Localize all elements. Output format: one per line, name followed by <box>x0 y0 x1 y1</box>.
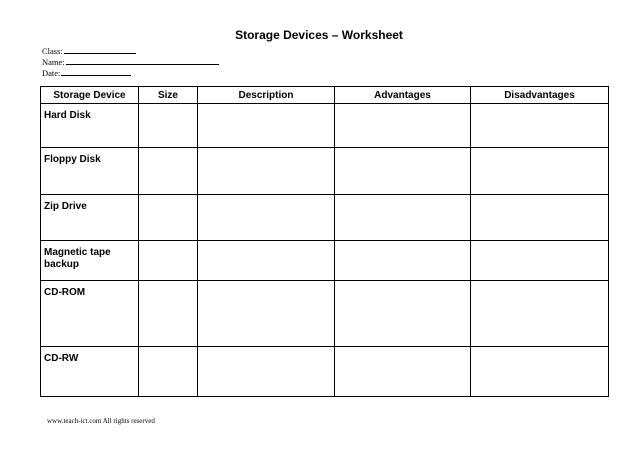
disadvantages-cell[interactable] <box>471 104 609 148</box>
table-header-row <box>41 87 609 104</box>
worksheet-table <box>40 86 609 397</box>
advantages-cell[interactable] <box>335 241 471 281</box>
device-cell: Floppy Disk <box>41 148 139 195</box>
column-header-description: Description <box>198 87 335 104</box>
column-header-advantages: Advantages <box>335 87 471 104</box>
date-label: Date: <box>42 68 61 78</box>
column-header-disadvantages: Disadvantages <box>471 87 609 104</box>
column-header-size: Size <box>139 87 198 104</box>
column-header-storage-device: Storage Device <box>41 87 139 104</box>
table-row <box>41 148 609 195</box>
class-blank-line[interactable] <box>64 46 136 54</box>
size-cell[interactable] <box>139 281 198 347</box>
description-cell[interactable] <box>198 281 335 347</box>
advantages-cell[interactable] <box>335 281 471 347</box>
device-cell: CD-RW <box>41 347 139 397</box>
disadvantages-cell[interactable] <box>471 148 609 195</box>
device-cell: Hard Disk <box>41 104 139 148</box>
name-field[interactable] <box>42 57 219 68</box>
student-info-fields <box>42 46 219 79</box>
device-cell: CD-ROM <box>41 281 139 347</box>
size-cell[interactable] <box>139 195 198 241</box>
device-cell: Zip Drive <box>41 195 139 241</box>
table-row <box>41 104 609 148</box>
disadvantages-cell[interactable] <box>471 281 609 347</box>
copyright-footer: www.teach-ict.com All rights reserved <box>47 417 155 425</box>
description-cell[interactable] <box>198 195 335 241</box>
disadvantages-cell[interactable] <box>471 241 609 281</box>
class-label: Class: <box>42 46 63 56</box>
date-blank-line[interactable] <box>61 68 131 76</box>
name-label: Name: <box>42 57 65 67</box>
advantages-cell[interactable] <box>335 148 471 195</box>
description-cell[interactable] <box>198 148 335 195</box>
device-cell: Magnetic tape backup <box>41 241 139 281</box>
table-row <box>41 281 609 347</box>
description-cell[interactable] <box>198 347 335 397</box>
disadvantages-cell[interactable] <box>471 195 609 241</box>
size-cell[interactable] <box>139 104 198 148</box>
table-row <box>41 241 609 281</box>
size-cell[interactable] <box>139 241 198 281</box>
advantages-cell[interactable] <box>335 347 471 397</box>
table-row <box>41 347 609 397</box>
size-cell[interactable] <box>139 347 198 397</box>
description-cell[interactable] <box>198 241 335 281</box>
advantages-cell[interactable] <box>335 104 471 148</box>
date-field[interactable] <box>42 68 219 79</box>
size-cell[interactable] <box>139 148 198 195</box>
table-row <box>41 195 609 241</box>
disadvantages-cell[interactable] <box>471 347 609 397</box>
description-cell[interactable] <box>198 104 335 148</box>
class-field[interactable] <box>42 46 219 57</box>
page-title: Storage Devices – Worksheet <box>235 28 403 42</box>
advantages-cell[interactable] <box>335 195 471 241</box>
name-blank-line[interactable] <box>66 57 219 65</box>
